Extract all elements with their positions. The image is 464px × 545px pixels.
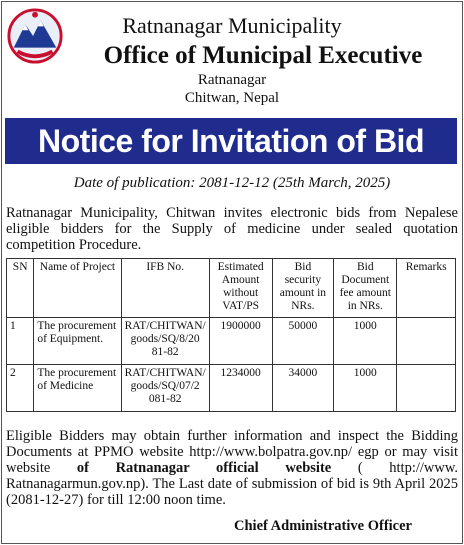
bid-table xyxy=(6,258,456,412)
location-line-2: Chitwan, Nepal xyxy=(184,90,280,106)
location-line-1: Ratnanagar xyxy=(197,72,267,88)
publication-date: Date of publication: 2081-12-12 (25th March, 2025) xyxy=(73,175,391,191)
signatory-title: Chief Administrative Officer xyxy=(234,518,412,534)
cell-remarks xyxy=(397,365,456,412)
cell-project: The procurement of Equipment. xyxy=(34,318,121,365)
cell-sn: 1 xyxy=(7,318,34,365)
col-header-remarks: Remarks xyxy=(397,259,456,318)
col-header-amount: Estimated Amount without VAT/PS xyxy=(209,259,272,318)
col-header-ifb: IFB No. xyxy=(121,259,209,318)
cell-security: 50000 xyxy=(272,318,334,365)
cell-ifb: RAT/CHITWAN/ goods/SQ/07/2 081-82 xyxy=(121,365,209,412)
cell-fee: 1000 xyxy=(334,365,397,412)
table-row xyxy=(7,365,456,412)
eligibility-text-2: ( http://www. Ratnanagarmun.gov.np). The Last date of submission of bid is 9th April 2025 (2081-12-27) for till 12:00 noon time. xyxy=(6,460,459,508)
table-header-row xyxy=(7,259,456,318)
col-header-sn: SN xyxy=(7,259,34,318)
eligibility-text-1: Eligible Bidders may obtain further information and inspect the Bidding Documents at PPMO website http://www.bolpatra.gov.np/ egp or may visit website xyxy=(6,428,458,476)
eligibility-bold-text: of Ratnanagar official website xyxy=(76,460,332,476)
col-header-fee: Bid Document fee amount in NRs. xyxy=(334,259,397,318)
intro-paragraph: Ratnanagar Municipality, Chitwan invites electronic bids from Nepalese eligible bidders for the Supply of medicine under sealed quotation competition Procedure. xyxy=(6,205,458,253)
cell-sn: 2 xyxy=(7,365,34,412)
cell-ifb: RAT/CHITWAN/ goods/SQ/8/20 81-82 xyxy=(121,318,209,365)
table-row xyxy=(7,318,456,365)
cell-fee: 1000 xyxy=(334,318,397,365)
municipality-name: Ratnanagar Municipality xyxy=(122,13,342,38)
cell-security: 34000 xyxy=(272,365,334,412)
notice-banner-title: Notice for Invitation of Bid xyxy=(5,118,457,164)
office-name: Office of Municipal Executive xyxy=(103,42,423,69)
col-header-project: Name of Project xyxy=(34,259,121,318)
cell-amount: 1234000 xyxy=(209,365,272,412)
cell-remarks xyxy=(397,318,456,365)
eligibility-paragraph xyxy=(6,428,458,508)
col-header-security: Bid security amount in NRs. xyxy=(272,259,334,318)
cell-project: The procurement of Medicine xyxy=(34,365,121,412)
cell-amount: 1900000 xyxy=(209,318,272,365)
